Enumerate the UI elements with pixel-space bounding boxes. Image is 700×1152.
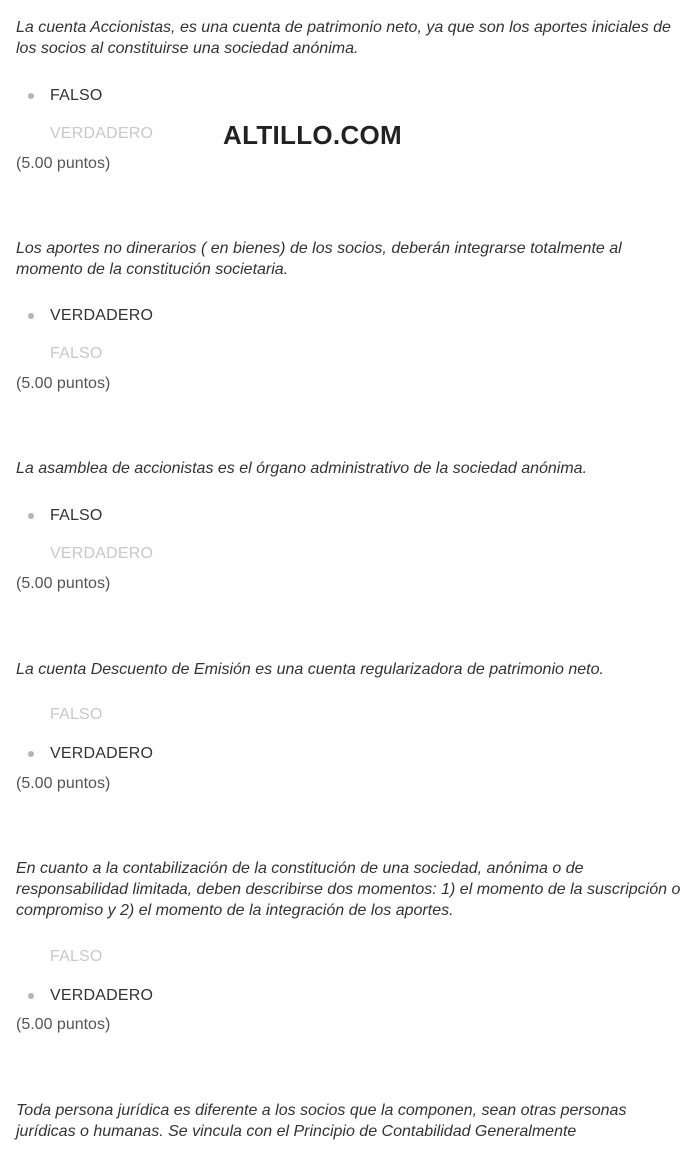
- option-label: VERDADERO: [50, 307, 154, 324]
- question-text: La cuenta Accionistas, es una cuenta de patrimonio neto, ya que son los aportes iniciales de los socios al constituirse una sociedad anónima.: [16, 19, 671, 57]
- question-text: En cuanto a la contabilización de la constitución de una sociedad, anónima o de responsabilidad limitada, deben describirse dos momentos: 1) el momento de la suscripción o compromiso y 2) el momento de la integración de los aportes.: [16, 860, 681, 919]
- option-verdadero[interactable]: [16, 743, 153, 765]
- points-label: (5.00 puntos): [16, 155, 111, 172]
- option-verdadero[interactable]: [16, 305, 153, 327]
- question-text: La asamblea de accionistas es el órgano administrativo de la sociedad anónima.: [16, 460, 588, 477]
- option-label: FALSO: [50, 706, 103, 723]
- selected-bullet-icon: [28, 993, 34, 999]
- option-label: FALSO: [50, 948, 103, 965]
- selected-bullet-icon: [28, 513, 34, 519]
- watermark-logo: ALTILLO.COM: [223, 120, 403, 150]
- selected-bullet-icon: [28, 313, 34, 319]
- option-label: VERDADERO: [50, 987, 154, 1004]
- points-label: (5.00 puntos): [16, 375, 111, 392]
- option-label: VERDADERO: [50, 125, 154, 142]
- option-falso[interactable]: [16, 704, 103, 726]
- option-falso[interactable]: [16, 946, 103, 968]
- option-label: VERDADERO: [50, 745, 154, 762]
- option-label: FALSO: [50, 507, 103, 524]
- option-verdadero[interactable]: [16, 123, 153, 145]
- option-label: VERDADERO: [50, 545, 154, 562]
- points-label: (5.00 puntos): [16, 1016, 111, 1033]
- option-falso[interactable]: [16, 505, 103, 527]
- points-label: (5.00 puntos): [16, 775, 111, 792]
- option-label: FALSO: [50, 87, 103, 104]
- option-verdadero[interactable]: [16, 543, 153, 565]
- points-label: (5.00 puntos): [16, 575, 111, 592]
- option-falso[interactable]: [16, 85, 103, 107]
- option-verdadero[interactable]: [16, 985, 153, 1007]
- selected-bullet-icon: [28, 93, 34, 99]
- option-falso[interactable]: [16, 343, 103, 365]
- option-label: FALSO: [50, 345, 103, 362]
- question-4: [16, 659, 686, 792]
- selected-bullet-icon: [28, 751, 34, 757]
- question-5: [16, 858, 686, 1033]
- question-3: [16, 458, 686, 592]
- question-text: La cuenta Descuento de Emisión es una cuenta regularizadora de patrimonio neto.: [16, 661, 604, 678]
- question-2: [16, 238, 686, 392]
- question-text: Los aportes no dinerarios ( en bienes) de los socios, deberán integrarse totalmente al momento de la constitución societaria.: [16, 240, 622, 278]
- question-text: Toda persona jurídica es diferente a los socios que la componen, sean otras personas jurídicas o humanas. Se vincula con el Principio de Contabilidad Generalmente: [16, 1102, 627, 1140]
- question-6: [16, 1100, 686, 1142]
